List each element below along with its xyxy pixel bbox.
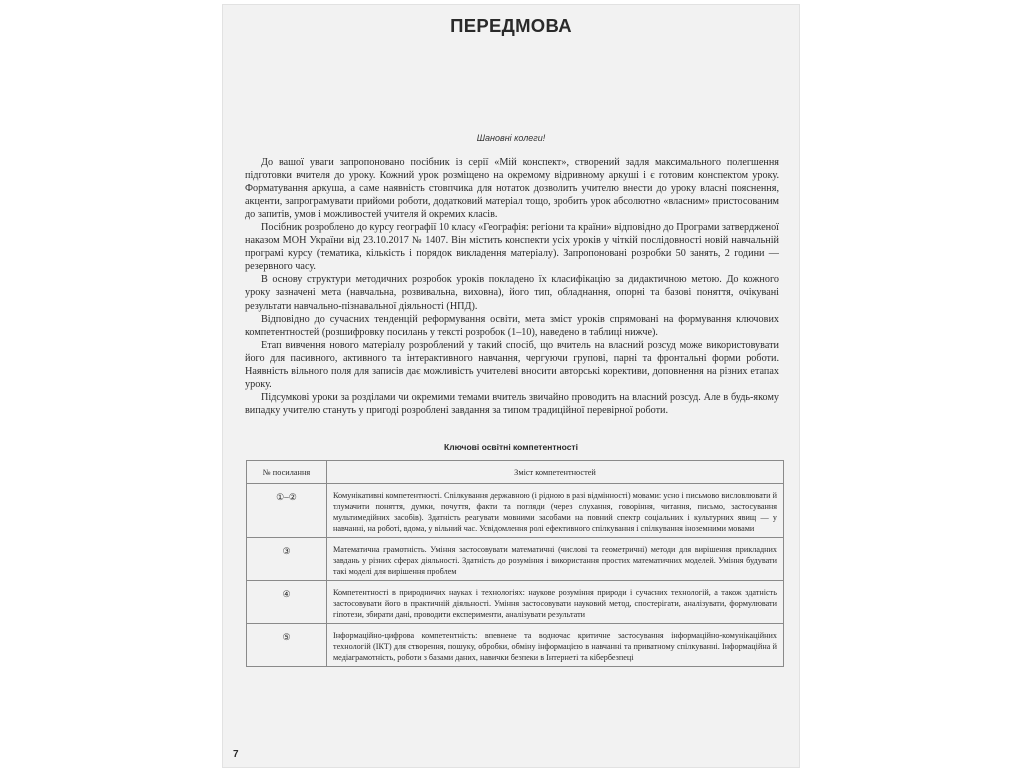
table-row	[247, 581, 784, 624]
greeting: Шановні колеги!	[476, 133, 546, 143]
column-header-ref: № посилання	[247, 461, 327, 484]
page-number: 7	[233, 749, 239, 760]
paragraph: Етап вивчення нового матеріалу розроблений у такий спосіб, що вчитель на власний розсуд може використовувати його для пасивного, активного та інтерактивного навчання, чергуючи групові, парні та фронтальні форми роботи. Наявність вільного поля для записів дає можливість учителеві вносити авторські корективи, доповнення на різних етапах уроку.	[245, 339, 779, 390]
intro-text	[245, 156, 779, 417]
paragraph: Підсумкові уроки за розділами чи окремими темами вчитель звичайно проводить на власний розсуд. Але в будь-якому випадку учителю стануть у пригоді розроблені завдання за типом традиційної перевірної роботи.	[245, 391, 779, 416]
paragraph: Посібник розроблено до курсу географії 10 класу «Географія: регіони та країни» відповідно до Програми затвердженої наказом МОН України від 23.10.2017 № 1407. Він містить конспекти усіх уроків у чіткій послідовності новій навчальній програмі курсу (тематика, кількість і порядок викладення матеріалу). Запропоновані розробки 50 занять, 2 години — резервного часу.	[245, 222, 779, 273]
table-row	[247, 484, 784, 538]
competence-description: Компетентності в природничих науках і технологіях: наукове розуміння природи і сучасних технологій, а також здатність застосовувати його в практичній діяльності. Уміння застосовувати науковий метод, спостерігати, аналізувати, формулювати гіпотези, збирати дані, проводити експерименти, аналізувати результати	[327, 581, 784, 624]
table-row	[247, 538, 784, 581]
reference-number: ③	[247, 538, 327, 581]
column-header-content: Зміст компетентностей	[327, 461, 784, 484]
reference-number: ⑤	[247, 624, 327, 667]
paragraph: В основу структури методичних розробок уроків покладено їх класифікацію за дидактичною метою. До кожного уроку зазначені мета (навчальна, розвивальна, виховна), його тип, обладнання, опорні та базові поняття, очікувані результати навчально-пізнавальної діяльності (НПД).	[245, 274, 779, 312]
reference-number: ①–②	[247, 484, 327, 538]
competences-table	[246, 460, 784, 667]
paragraph: До вашої уваги запропоновано посібник із серії «Мій конспект», створений задля максимального полегшення підготовки вчителя до уроку. Кожний урок розміщено на окремому відривному аркуші і є готовим конспектом уроку. Форматування аркуша, а саме наявність стовпчика для нотаток дозволить учителю внести до уроку власні пояснення, акценти, запрограмувати прийоми роботи, додатковий матеріал тощо, зробить урок абсолютно «власним» пристосованим до запитів, умов і можливостей учителя й окремих класів.	[245, 157, 779, 221]
competence-description: Математична грамотність. Уміння застосовувати математичні (числові та геометричні) методи для вирішення прикладних завдань у різних сферах діяльності. Здатність до розуміння і використання простих математичних моделей. Уміння будувати такі моделі для вирішення проблем	[327, 538, 784, 581]
table-row	[247, 624, 784, 667]
table-header-row	[247, 461, 784, 484]
paragraph: Відповідно до сучасних тенденцій реформування освіти, мета зміст уроків спрямовані на формування ключових компетентностей (розшифровку посилань у тексті розробок (1–10), наведено в таблиці нижче).	[245, 313, 779, 338]
competence-description: Інформаційно-цифрова компетентність: впевнене та водночас критичне застосування інформаційно-комунікаційних технологій (ІКТ) для створення, пошуку, обробки, обміну інформацією в навчанні та приватному спілкуванні. Інформаційна й медіаграмотність, роботи з базами даних, навички безпеки в Інтернеті та кібербезпеці	[327, 624, 784, 667]
page-title: ПЕРЕДМОВА	[450, 15, 572, 36]
reference-number: ④	[247, 581, 327, 624]
document-page	[222, 4, 800, 768]
table-title: Ключові освітні компетентності	[444, 442, 578, 452]
competence-description: Комунікативні компетентності. Спілкування державною (і рідною в разі відмінності) мовами: усно і письмово висловлювати й тлумачити поняття, думки, почуття, факти та погляди (через слухання, говоріння, читання, письмо, застосування мультимедійних засобів). Здатність реагувати мовними засобами на повний спектр соціальних і культурних явищ — у навчанні, на роботі, вдома, у вільний час. Усвідомлення ролі ефективного спілкування і спілкування іноземними мовами	[327, 484, 784, 538]
